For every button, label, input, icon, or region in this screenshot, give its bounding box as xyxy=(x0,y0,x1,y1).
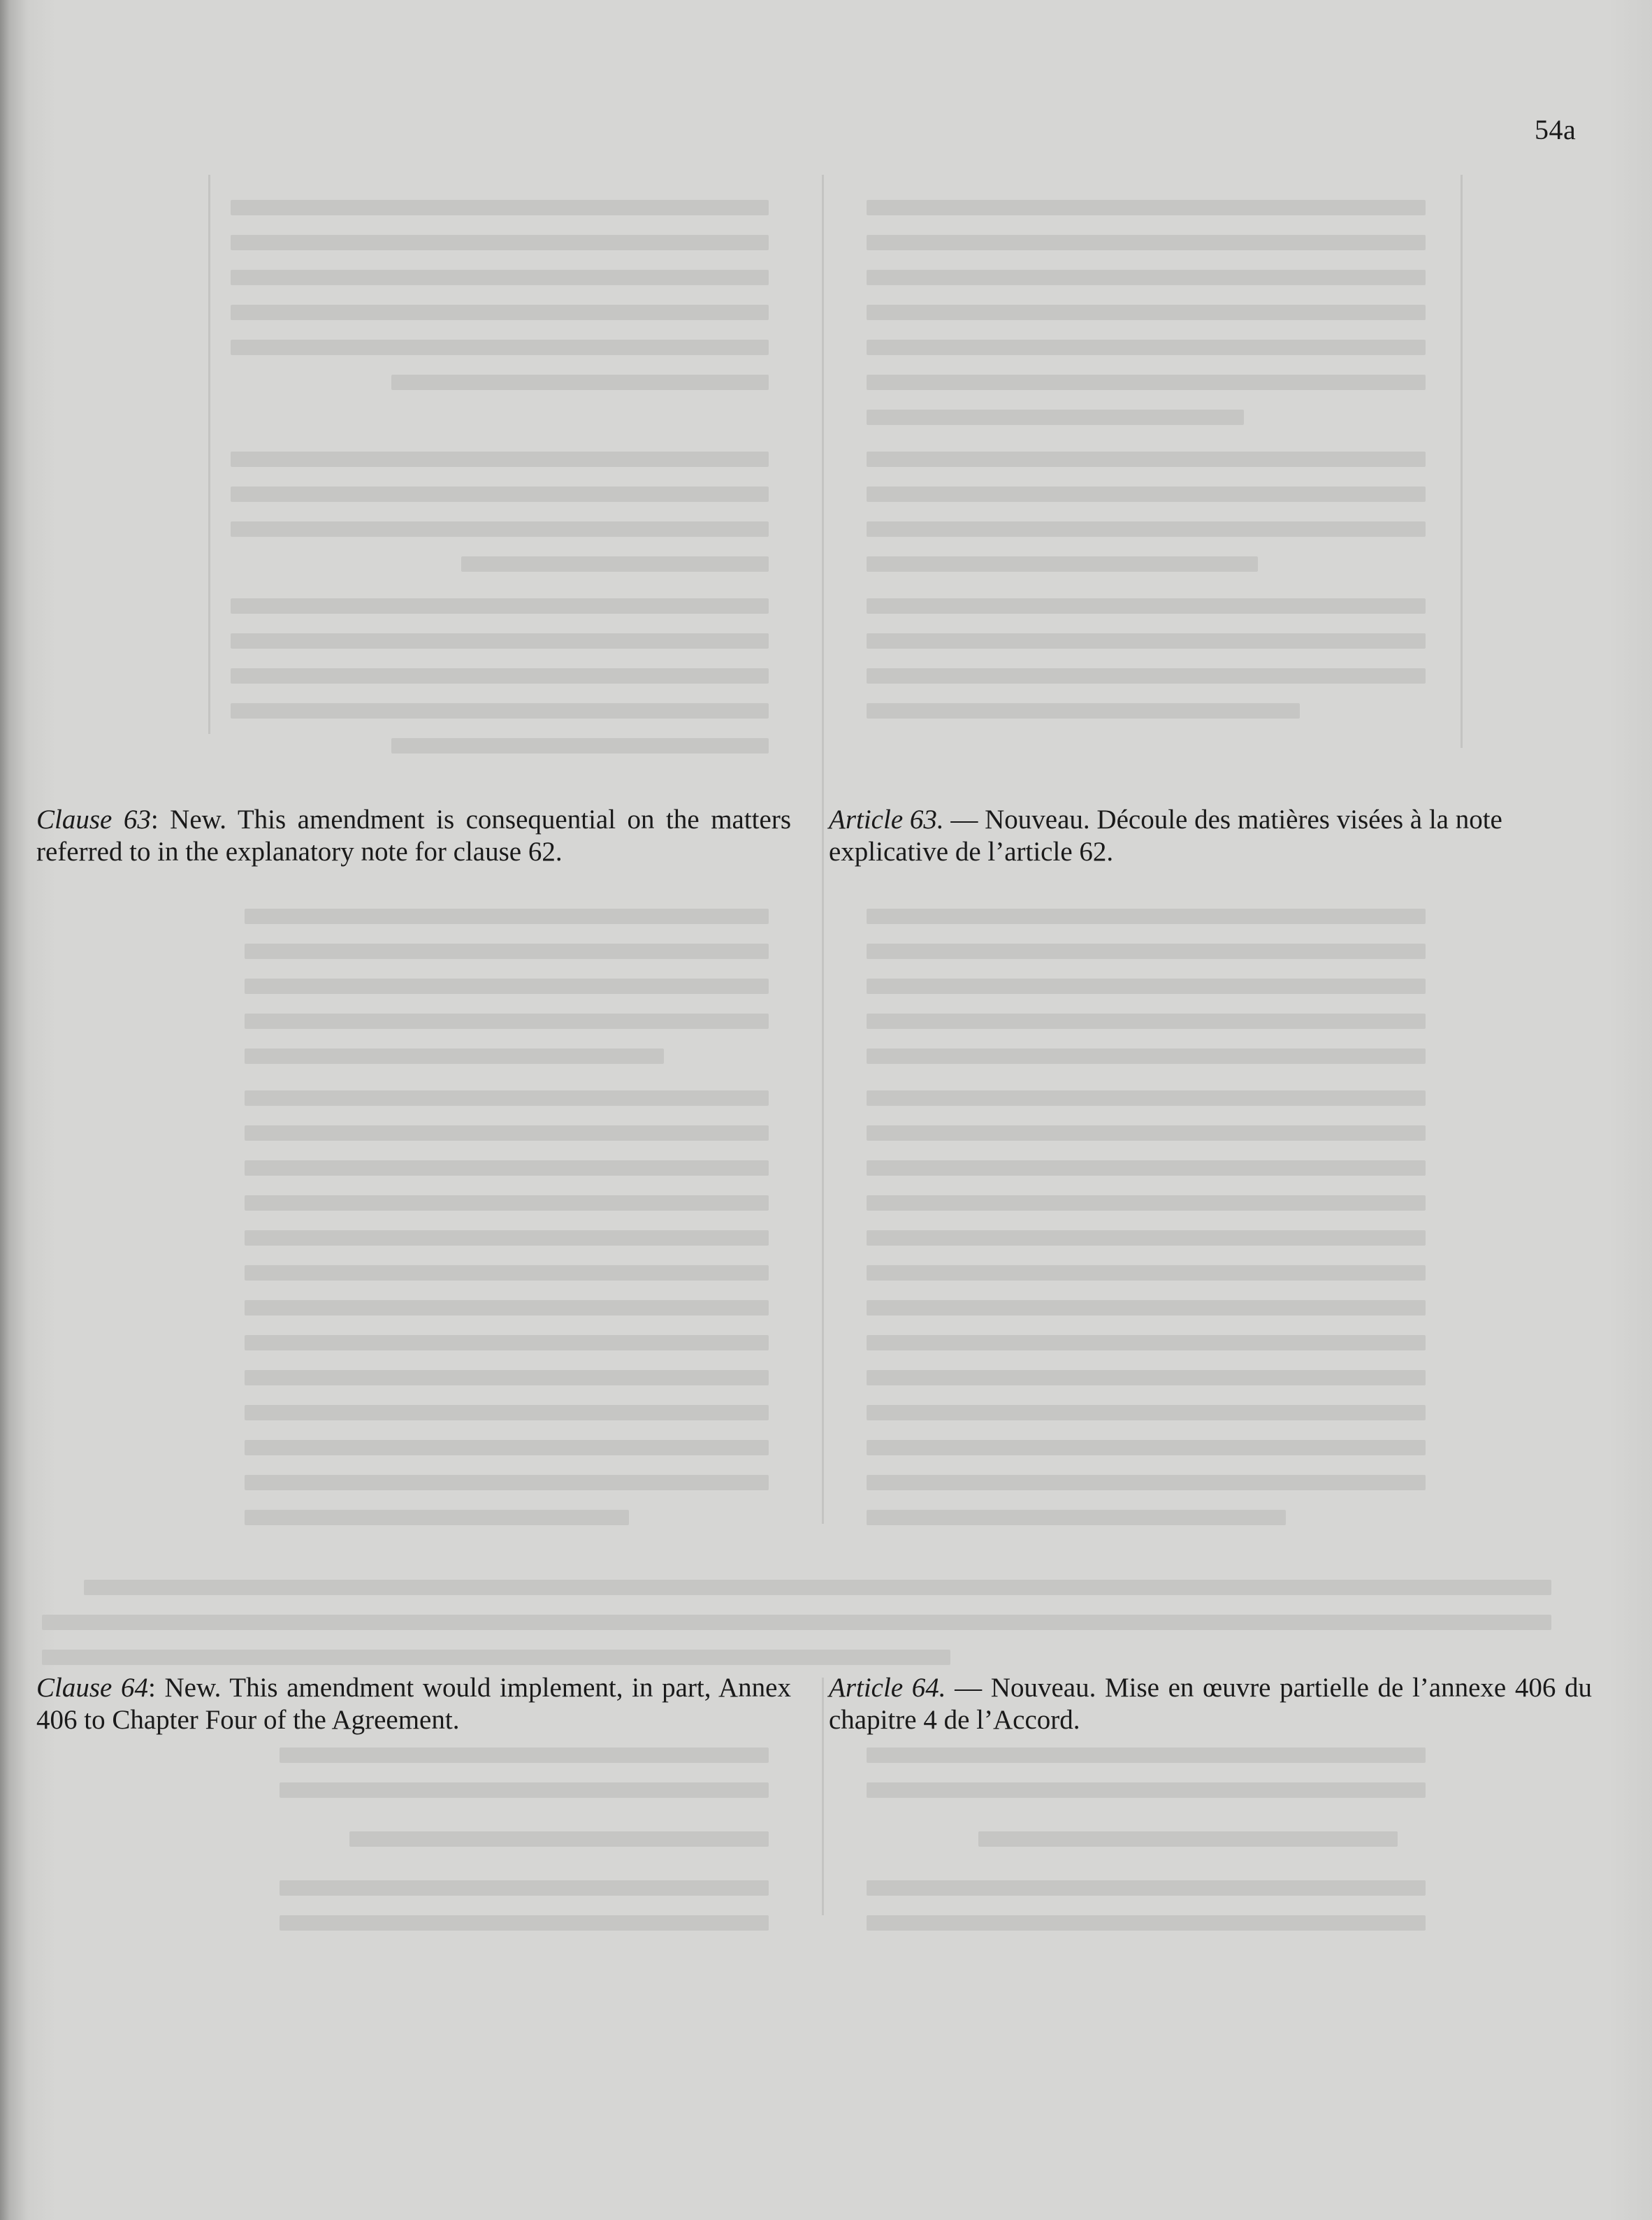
bleed-line xyxy=(84,1580,1551,1595)
bleed-line xyxy=(245,1510,629,1525)
bleed-line xyxy=(231,305,769,320)
bleed-line xyxy=(231,703,769,719)
bleed-line xyxy=(867,1475,1426,1490)
bleed-line xyxy=(867,486,1426,502)
bleed-line xyxy=(245,1335,769,1350)
bleed-line xyxy=(867,521,1426,537)
bleed-line xyxy=(867,452,1426,467)
bleed-line xyxy=(867,1195,1426,1211)
bleed-line xyxy=(867,1747,1426,1763)
note-body: — Nouveau. Mise en œuvre partielle de l’annexe 406 du chapitre 4 de l’Accord. xyxy=(829,1673,1592,1735)
bleed-line xyxy=(867,1440,1426,1455)
column-divider-left xyxy=(822,175,824,1524)
bleed-line xyxy=(231,340,769,355)
bleed-line xyxy=(42,1615,1551,1630)
bleed-line xyxy=(245,909,769,924)
bleed-line xyxy=(867,235,1426,250)
bleed-line xyxy=(231,270,769,285)
bleed-line xyxy=(867,305,1426,320)
note-body: — Nouveau. Découle des matières visées à la note explicative de l’article 62. xyxy=(829,805,1502,867)
bleed-line xyxy=(245,1370,769,1385)
bleed-line xyxy=(867,1880,1426,1896)
note-body: : New. This amendment is consequential on the matters referred to in the explanatory note for clause 62. xyxy=(36,805,791,867)
bleed-line xyxy=(349,1831,769,1847)
bleed-line xyxy=(245,979,769,994)
bleed-line xyxy=(280,1880,769,1896)
bleed-line xyxy=(867,1230,1426,1246)
bleed-line xyxy=(245,1405,769,1420)
bleed-line xyxy=(867,1405,1426,1420)
bleed-line xyxy=(867,1510,1286,1525)
bleed-line xyxy=(867,375,1426,390)
bleed-line xyxy=(231,598,769,614)
bleed-line xyxy=(245,1090,769,1106)
bleed-line xyxy=(978,1831,1398,1847)
bleed-line xyxy=(391,375,769,390)
bleed-line xyxy=(231,200,769,215)
bleed-line xyxy=(867,200,1426,215)
bleed-line xyxy=(867,1125,1426,1141)
bleed-line xyxy=(867,1090,1426,1106)
bleed-line xyxy=(231,668,769,684)
bleed-line xyxy=(867,1915,1426,1931)
bleed-line xyxy=(245,1475,769,1490)
margin-rule-left xyxy=(208,175,210,734)
bleed-line xyxy=(867,703,1300,719)
explanatory-note-article-64 xyxy=(829,1672,1592,1736)
bleed-line xyxy=(231,452,769,467)
bleed-line xyxy=(245,1440,769,1455)
bleed-line xyxy=(280,1782,769,1798)
bleed-line xyxy=(245,1014,769,1029)
note-label: Article 64. xyxy=(829,1673,946,1703)
margin-rule-right xyxy=(1461,175,1463,748)
note-label: Article 63. xyxy=(829,805,944,835)
bleed-line xyxy=(867,1370,1426,1385)
bleed-line xyxy=(867,1265,1426,1281)
bleed-line xyxy=(867,340,1426,355)
bleed-line xyxy=(867,909,1426,924)
bleed-line xyxy=(245,944,769,959)
explanatory-note-clause-63 xyxy=(36,804,791,868)
bleed-line xyxy=(461,556,769,572)
bleed-line xyxy=(867,668,1426,684)
bleed-line xyxy=(231,235,769,250)
bleed-line xyxy=(867,1014,1426,1029)
bleed-line xyxy=(867,598,1426,614)
bleed-line xyxy=(867,944,1426,959)
bleed-line xyxy=(867,633,1426,649)
bleed-line xyxy=(245,1160,769,1176)
bleed-line xyxy=(245,1265,769,1281)
explanatory-note-article-63 xyxy=(829,804,1592,868)
bleed-line xyxy=(245,1230,769,1246)
bleed-line xyxy=(867,1782,1426,1798)
bleed-line xyxy=(867,1335,1426,1350)
bleed-line xyxy=(867,1300,1426,1316)
bleed-line xyxy=(391,738,769,754)
bleed-line xyxy=(280,1747,769,1763)
bleed-line xyxy=(867,1048,1426,1064)
bleed-line xyxy=(245,1300,769,1316)
bleed-line xyxy=(245,1048,664,1064)
bleed-line xyxy=(42,1650,950,1665)
note-label: Clause 64 xyxy=(36,1673,148,1703)
bleed-line xyxy=(231,521,769,537)
column-divider-lower xyxy=(822,1678,824,1915)
bleed-line xyxy=(245,1195,769,1211)
bleed-line xyxy=(280,1915,769,1931)
bleed-line xyxy=(867,1160,1426,1176)
bleed-line xyxy=(231,633,769,649)
bleed-line xyxy=(867,556,1258,572)
bleed-line xyxy=(245,1125,769,1141)
explanatory-note-clause-64 xyxy=(36,1672,791,1736)
bleed-line xyxy=(867,270,1426,285)
note-body: : New. This amendment would implement, in part, Annex 406 to Chapter Four of the Agreement. xyxy=(36,1673,791,1735)
bleed-line xyxy=(867,979,1426,994)
bleed-line xyxy=(231,486,769,502)
note-label: Clause 63 xyxy=(36,805,151,835)
bleed-line xyxy=(867,410,1244,425)
page-number: 54a xyxy=(1535,114,1577,145)
